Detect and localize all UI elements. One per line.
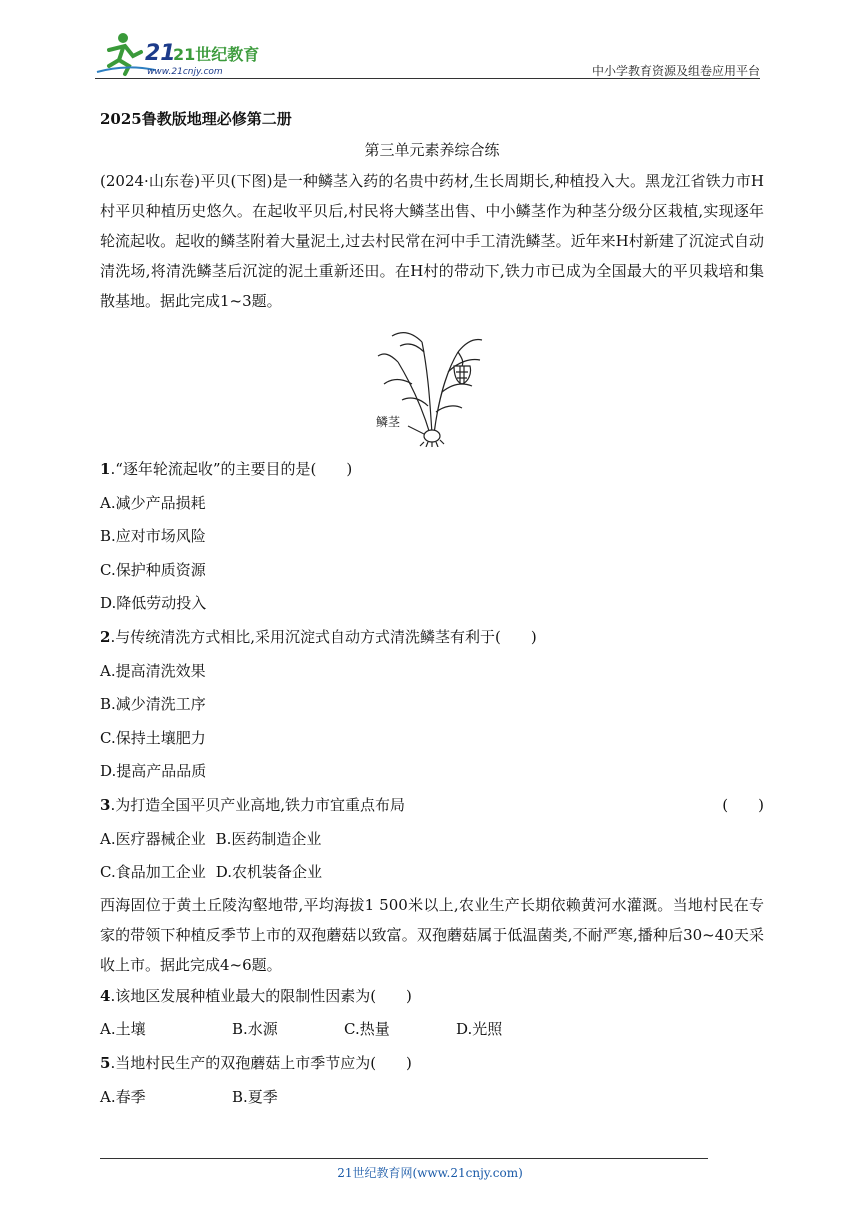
options-5: [100, 1081, 764, 1115]
logo-url: www.21cnjy.com: [147, 67, 223, 77]
figure-label-bulb: 鳞茎: [376, 415, 401, 429]
header-divider: [95, 78, 760, 79]
question-number: 3: [100, 795, 111, 814]
option-5b: B.夏季: [232, 1087, 278, 1106]
logo-text: 21世纪教育: [173, 45, 260, 64]
option-4b: B.水源: [232, 1020, 278, 1039]
option-4d: D.光照: [456, 1020, 503, 1039]
option-2d: D.提高产品品质: [100, 762, 207, 781]
answer-bracket: ( ): [722, 795, 764, 814]
question-3: [100, 789, 764, 823]
footer-text: 21世纪教育网(www.21cnjy.com): [337, 1166, 523, 1180]
question-stem: .“逐年轮流起收”的主要目的是( ): [110, 460, 353, 478]
option-1c: C.保护种质资源: [100, 560, 206, 579]
options-3-row1: [100, 823, 764, 857]
question-stem: .该地区发展种植业最大的限制性因素为( ): [110, 986, 412, 1005]
option-1d: D.降低劳动投入: [100, 594, 207, 613]
question-number: 2: [100, 627, 111, 646]
fritillaria-illustration: [362, 322, 502, 447]
question-number: 4: [100, 986, 111, 1005]
unit-title: 第三单元素养综合练: [364, 141, 500, 159]
passage-2: 西海固位于黄土丘陵沟壑地带,平均海拔1 500米以上,农业生产长期依赖黄河水灌溉。当地村民在专家的带领下种植反季节上市的双孢蘑菇以致富。双孢蘑菇属于低温菌类,不耐严寒,播种后30~40天采收上市。据此完成4~6题。: [100, 895, 764, 974]
question-number: 5: [100, 1053, 111, 1072]
option-2b: B.减少清洗工序: [100, 695, 206, 714]
option-2c: C.保持土壤肥力: [100, 728, 206, 747]
plant-drawing: [362, 322, 502, 447]
option-3b: B.医药制造企业: [215, 829, 322, 848]
question-stem: .当地村民生产的双孢蘑菇上市季节应为( ): [110, 1053, 412, 1072]
option-1b: B.应对市场风险: [100, 527, 206, 546]
question-stem: .与传统清洗方式相比,采用沉淀式自动方式清洗鳞茎有利于( ): [110, 627, 537, 646]
book-title: 2025鲁教版地理必修第二册: [100, 110, 292, 128]
option-3a: A.医疗器械企业: [100, 829, 206, 848]
option-5a: A.春季: [100, 1087, 146, 1106]
options-4: [100, 1013, 764, 1047]
option-4a: A.土壤: [100, 1020, 146, 1039]
logo-21cnjy: [95, 30, 265, 78]
footer-divider: [100, 1158, 708, 1159]
passage-1: (2024·山东卷)平贝(下图)是一种鳞茎入药的名贵中药材,生长周期长,种植投入大。黑龙江省铁力市H村平贝种植历史悠久。在起收平贝后,村民将大鳞茎出售、中小鳞茎作为种茎分级分区栽植,实现逐年轮流起收。起收的鳞茎附着大量泥土,过去村民常在河中手工清洗鳞茎。近年来H村新建了沉淀式自动清洗场,将清洗鳞茎后沉淀的泥土重新还田。在H村的带动下,铁力市已成为全国最大的平贝栽培和集散基地。据此完成1~3题。: [100, 172, 764, 310]
option-4c: C.热量: [344, 1020, 390, 1039]
options-3-row2: [100, 856, 764, 890]
question-5: [100, 1047, 764, 1081]
question-1: [100, 453, 764, 487]
option-2a: A.提高清洗效果: [100, 661, 206, 680]
document-body: [100, 100, 764, 1114]
question-2: [100, 621, 764, 655]
question-number: 1: [100, 460, 111, 478]
option-3c: C.食品加工企业: [100, 863, 206, 882]
svg-text:21: 21: [145, 41, 176, 66]
question-stem: .为打造全国平贝产业高地,铁力市宜重点布局: [110, 795, 405, 814]
header-tagline: 中小学教育资源及组卷应用平台: [591, 64, 760, 78]
option-3d: D.农机装备企业: [215, 863, 322, 882]
option-1a: A.减少产品损耗: [100, 493, 206, 512]
question-4: [100, 980, 764, 1014]
page-header: [95, 30, 760, 80]
